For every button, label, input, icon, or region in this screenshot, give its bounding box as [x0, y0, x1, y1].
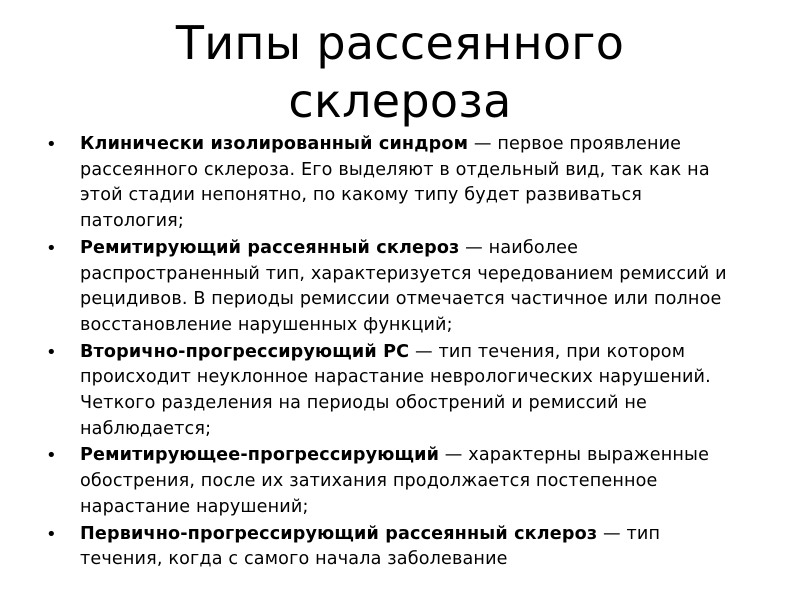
bullet-icon: •: [46, 237, 57, 259]
slide-title-line-2: склероза: [288, 74, 512, 128]
list-item-term: Ремитирующее-прогрессирующий: [80, 445, 440, 466]
list-item-text: — характерны выраженные обострения, после их затихания продолжается постепенное нарастание нарушений;: [80, 445, 710, 517]
list-item: [44, 522, 734, 573]
list-item-text: — первое проявление рассеянного склероза. Его выделяют в отдельный вид, так как на этой стадии непонятно, по какому типу будет развиваться патология;: [80, 134, 710, 232]
list-item: [44, 132, 734, 235]
list-item: [44, 236, 734, 339]
bullet-icon: •: [46, 134, 57, 155]
list-item: [44, 340, 734, 443]
list-item-text: — тип течения, при котором происходит неуклонное нарастание неврологических нарушений. Четкого разделения на периоды обострений и ремиссий не наблюдается;: [80, 341, 711, 439]
slide-title: [0, 14, 800, 130]
bullet-icon: •: [46, 523, 57, 545]
slide-title-line-1: Типы рассеянного: [175, 16, 625, 70]
list-item-term: Ремитирующий рассеянный склероз: [80, 237, 460, 258]
list-item-text: — тип течения, когда с самого начала заболевание: [80, 523, 661, 570]
list-item-text: — наиболее распространенный тип, характеризуется чередованием ремиссий и рецидивов. В периоды ремиссии отмечается частичное или полное восстановление нарушенных функций;: [80, 237, 727, 335]
bullet-icon: •: [46, 341, 57, 363]
list-item: [44, 443, 734, 520]
bullet-icon: •: [46, 445, 57, 467]
bullet-list: [44, 132, 734, 574]
list-item-term: Вторично-прогрессирующий РС: [80, 341, 410, 362]
list-item-term: Первично-прогрессирующий рассеянный склероз: [80, 523, 598, 544]
list-item-term: Клинически изолированный синдром: [80, 134, 469, 154]
